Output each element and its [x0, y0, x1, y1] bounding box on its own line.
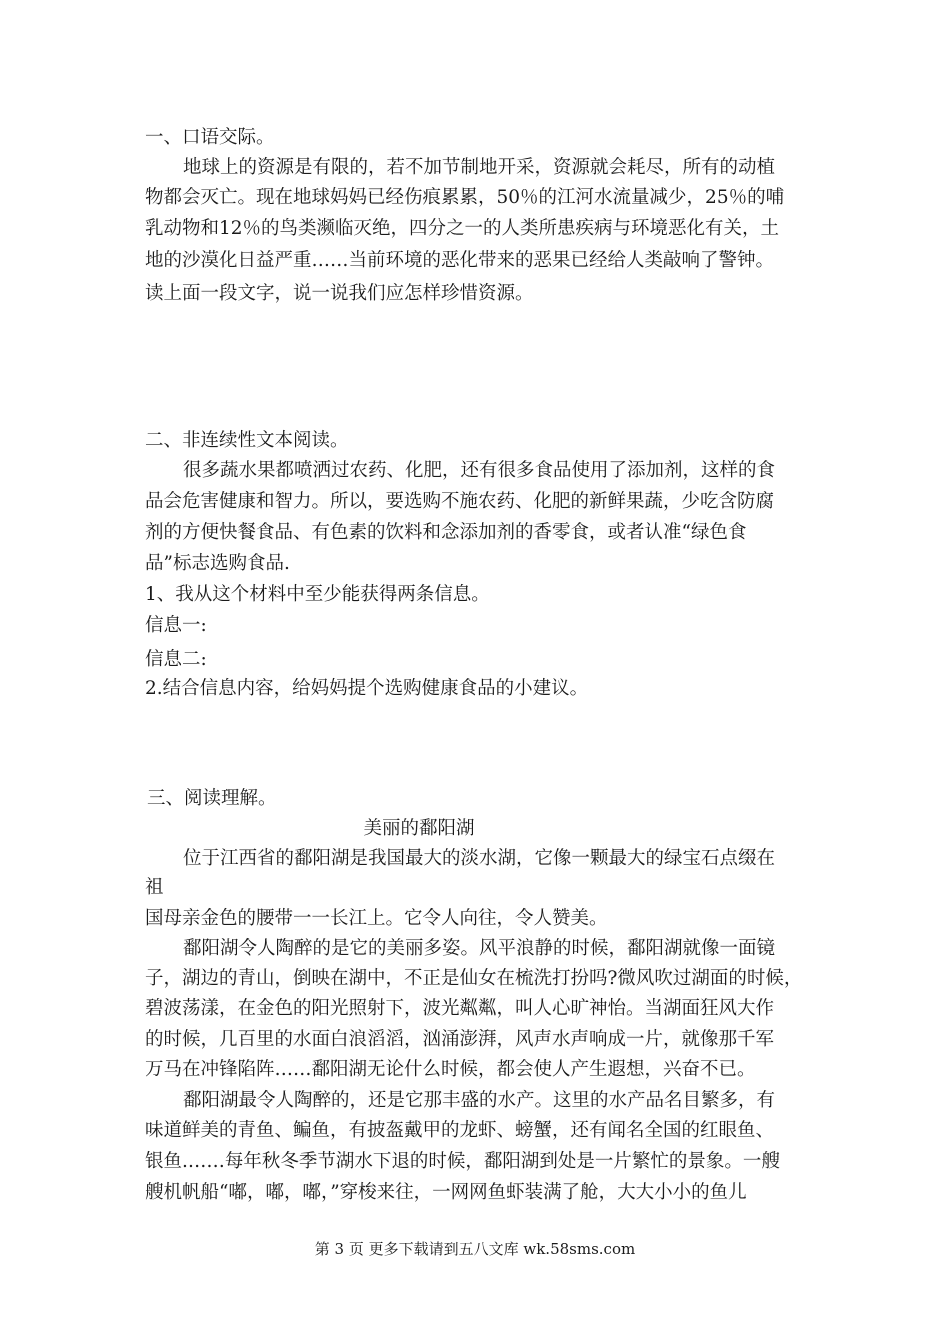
article-line: 子，湖边的青山，倒映在湖中，不正是仙女在梳洗打扮吗?微风吹过湖面的时候， [145, 968, 803, 989]
section3-heading: 三、阅读理解。 [147, 788, 277, 809]
info-two-label: 信息二: [145, 649, 207, 670]
section2-paragraph-line: 品会危害健康和智力。所以，要选购不施农药、化肥的新鲜果蔬，少吃含防腐 [145, 491, 775, 512]
page-footer: 第 3 页 更多下载请到五八文库 wk.58sms.com [314, 1240, 636, 1258]
article-line: 的时候，几百里的水面白浪滔滔，汹涌澎湃，风声水声响成一片，就像那千军 [145, 1029, 775, 1050]
article-line: 祖 [145, 877, 164, 898]
article-line: 银鱼.……每年秋冬季节湖水下退的时候，鄱阳湖到处是一片繁忙的景象。一艘 [145, 1151, 780, 1172]
section1-paragraph-line: 地的沙漠化日益严重……当前环境的恶化带来的恶果已经给人类敲响了警钟。 [145, 250, 775, 271]
section1-heading: 一、口语交际。 [145, 127, 275, 148]
article-line: 味道鲜美的青鱼、鳊鱼，有披盔戴甲的龙虾、螃蟹，还有闻名全国的红眼鱼、 [145, 1120, 775, 1141]
article-line: 碧波荡漾，在金色的阳光照射下，波光粼粼，叫人心旷神怡。当湖面狂风大作 [145, 998, 775, 1019]
article-line: 万马在冲锋陷阵……鄱阳湖无论什么时候，都会使人产生遐想，兴奋不已。 [145, 1059, 756, 1080]
section1-question: 读上面一段文字，说一说我们应怎样珍惜资源。 [145, 283, 534, 304]
article-line: 位于江西省的鄱阳湖是我国最大的淡水湖，它像一颗最大的绿宝石点缀在 [183, 848, 776, 869]
section2-heading: 二、非连续性文本阅读。 [145, 430, 349, 451]
article-line: 艘机帆船“嘟，嘟，嘟，”穿梭来往，一网网鱼虾装满了舱，大大小小的鱼儿 [145, 1182, 747, 1203]
section2-question-1: 1、我从这个材料中至少能获得两条信息。 [145, 584, 490, 605]
section2-paragraph-line: 很多蔬水果都喷洒过农药、化肥，还有很多食品使用了添加剂，这样的食 [183, 460, 776, 481]
article-line: 鄱阳湖最令人陶醉的，还是它那丰盛的水产。这里的水产品名目繁多，有 [183, 1090, 776, 1111]
article-line: 鄱阳湖令人陶醉的是它的美丽多姿。风平浪静的时候，鄱阳湖就像一面镜 [183, 938, 776, 959]
section1-paragraph-line: 物都会灭亡。现在地球妈妈已经伤痕累累，50％的江河水流量减少，25％的哺 [145, 187, 785, 208]
section1-paragraph-line: 地球上的资源是有限的，若不加节制地开采，资源就会耗尽，所有的动植 [183, 157, 776, 178]
section2-paragraph-line: 剂的方便快餐食品、有色素的饮料和念添加剂的香零食，或者认准“绿色食 [145, 522, 747, 543]
article-title: 美丽的鄱阳湖 [363, 818, 475, 839]
section2-paragraph-line: 品”标志选购食品. [145, 553, 290, 574]
article-line: 国母亲金色的腰带一一长江上。它令人向往，令人赞美。 [145, 908, 608, 929]
section2-question-2: 2.结合信息内容，给妈妈提个选购健康食品的小建议。 [145, 678, 589, 699]
info-one-label: 信息一: [145, 615, 207, 636]
section1-paragraph-line: 乳动物和12％的鸟类濒临灭绝，四分之一的人类所患疾病与环境恶化有关，土 [145, 218, 780, 239]
